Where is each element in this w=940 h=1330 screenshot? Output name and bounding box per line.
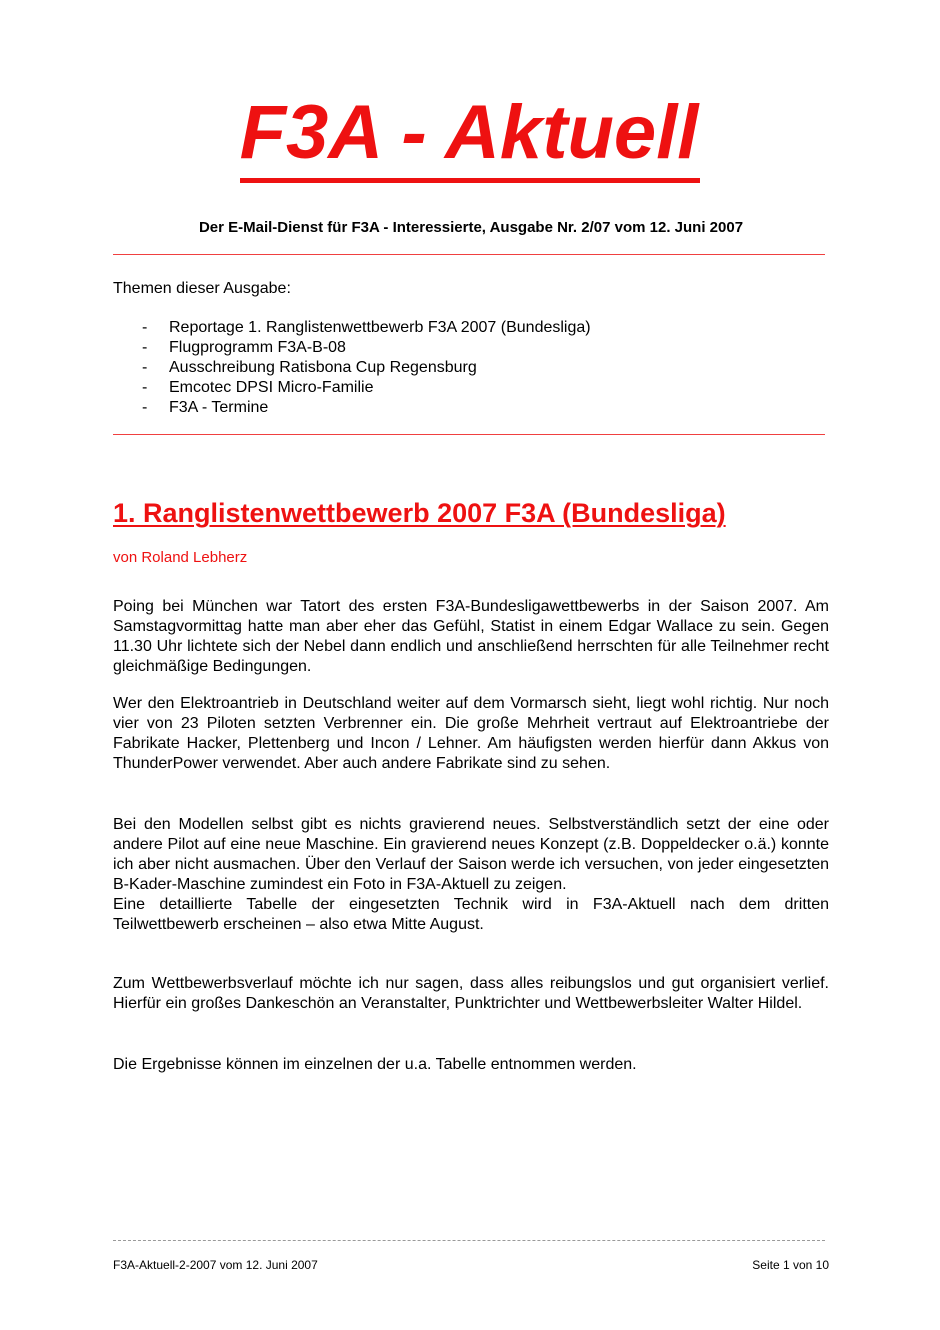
footer-issue: F3A-Aktuell-2-2007 vom 12. Juni 2007 (113, 1258, 318, 1272)
footer-page-number: Seite 1 von 10 (752, 1258, 829, 1272)
paragraph: Die Ergebnisse können im einzelnen der u.a. Tabelle entnommen werden. (113, 1056, 637, 1073)
masthead (0, 88, 940, 183)
list-item (113, 358, 591, 378)
list-item (113, 398, 591, 418)
paragraph: Bei den Modellen selbst gibt es nichts gravierend neues. Selbstverständlich setzt der eine oder andere Pilot auf eine neue Maschine. Ein gravierend neues Konzept (z.B. Doppeldecker o.ä.) konnte ich aber nicht ausmachen. Über den Verlauf der Saison werde ich versuchen, von jeder eingesetzten B-Kader-Maschine zumindest ein Foto in F3A-Aktuell zu zeigen. Eine detaillierte Tabelle der eingesetzten Technik wird in F3A-Aktuell nach dem dritten Teilwettbewerb erscheinen – also etwa Mitte August. (113, 816, 829, 933)
paragraph: Wer den Elektroantrieb in Deutschland weiter auf dem Vormarsch sieht, liegt wohl richtig. Nur noch vier von 23 Piloten setzten Verbrenner ein. Die große Mehrheit vertraut auf Elektroantriebe der Fabrikate Hacker, Plettenberg und Incon / Lehner. Am häufigsten werden hierfür dann Akkus von ThunderPower verwendet. Aber auch andere Fabrikate sind zu sehen. (113, 695, 829, 772)
paragraph: Zum Wettbewerbsverlauf möchte ich nur sagen, dass alles reibungslos und gut organisiert verlief. Hierfür ein großes Dankeschön an Veranstalter, Punktrichter und Wettbewerbsleiter Walter Hildel. (113, 975, 829, 1012)
article-byline: von Roland Lebherz (113, 549, 248, 566)
topic-text: Reportage 1. Ranglistenwettbewerb F3A 2007 (Bundesliga) (169, 319, 591, 336)
list-item (113, 318, 591, 338)
list-item (113, 338, 591, 358)
topic-text: F3A - Termine (169, 399, 269, 416)
list-bullet: - (142, 359, 148, 376)
topic-text: Ausschreibung Ratisbona Cup Regensburg (169, 359, 477, 376)
topics-list (113, 318, 591, 418)
article-title: 1. Ranglistenwettbewerb 2007 F3A (Bundesliga) (113, 498, 726, 528)
list-item (113, 378, 591, 398)
list-bullet: - (142, 339, 148, 356)
masthead-title: F3A - Aktuell (240, 88, 701, 183)
list-bullet: - (142, 399, 148, 416)
issue-subtitle: Der E-Mail-Dienst für F3A - Interessierte, Ausgabe Nr. 2/07 vom 12. Juni 2007 (198, 219, 744, 236)
topic-text: Flugprogramm F3A-B-08 (169, 339, 346, 356)
paragraph: Poing bei München war Tatort des ersten F3A-Bundesligawettbewerbs in der Saison 2007. Am Samstagvormittag hatte man aber eher das Gefühl, Statist in einem Edgar Wallace zu sein. Gegen 11.30 Uhr lichtete sich der Nebel dann endlich und anschließend herrschten für alle Teilnehmer recht gleichmäßige Bedingungen. (113, 598, 829, 675)
topics-label: Themen dieser Ausgabe: (113, 280, 291, 297)
footer-divider (113, 1240, 825, 1241)
divider-bottom (113, 434, 825, 435)
list-bullet: - (142, 319, 148, 336)
divider-top (113, 254, 825, 255)
topic-text: Emcotec DPSI Micro-Familie (169, 379, 374, 396)
list-bullet: - (142, 379, 148, 396)
